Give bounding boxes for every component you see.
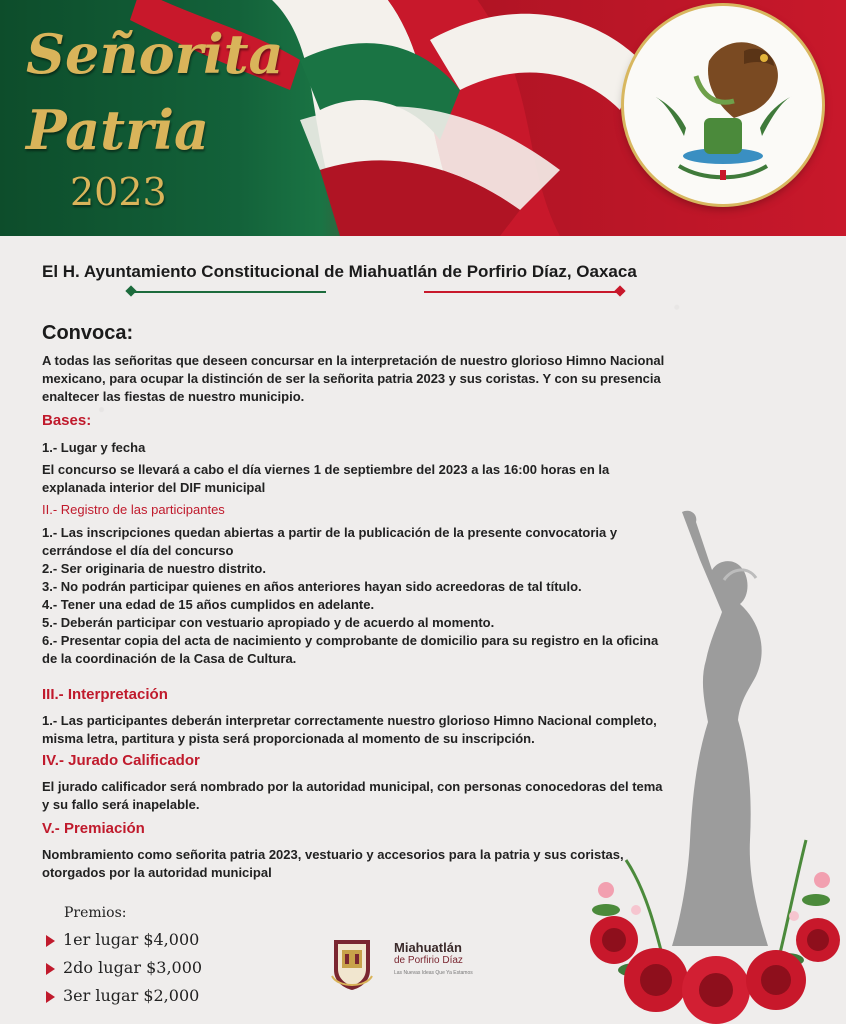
section-2-line: 5.- Deberán participar con vestuario apropiado y de acuerdo al momento. xyxy=(42,615,495,630)
bullet-arrow-icon xyxy=(46,935,55,947)
section-3-line: misma letra, partitura y pista será proporcionada al momento de su inscripción. xyxy=(42,731,535,746)
organization-title: El H. Ayuntamiento Constitucional de Miahuatlán de Porfirio Díaz, Oaxaca xyxy=(42,262,637,281)
intro-line: enaltecer las fiestas de nuestro municipio. xyxy=(42,389,305,404)
section-4-title: IV.- Jurado Calificador xyxy=(42,752,200,769)
convoca-intro xyxy=(42,352,732,406)
brand-slogan: Las Nuevas Ideas Que Ya Estamos xyxy=(394,970,473,976)
title-senorita: Señorita xyxy=(26,22,284,86)
intro-line: A todas las señoritas que deseen concursar en la interpretación de nuestro glorioso Himno Nacional xyxy=(42,353,665,368)
section-3-line: 1.- Las participantes deberán interpretar correctamente nuestro glorioso Himno Nacional completo, xyxy=(42,713,657,728)
header-banner xyxy=(0,0,846,236)
section-1-body xyxy=(42,461,732,497)
section-5-title: V.- Premiación xyxy=(42,820,145,837)
section-1-line: El concurso se llevará a cabo el día viernes 1 de septiembre del 2023 a las 16:00 horas en la xyxy=(42,462,610,477)
section-1-line: explanada interior del DIF municipal xyxy=(42,480,266,495)
section-2-title: II.- Registro de las participantes xyxy=(42,502,225,517)
bases-heading: Bases: xyxy=(42,412,92,429)
section-3-title: III.- Interpretación xyxy=(42,686,168,703)
brand-name: Miahuatlán xyxy=(394,940,462,955)
prize-item xyxy=(46,986,199,1005)
bullet-arrow-icon xyxy=(46,991,55,1003)
roses-decoration-icon xyxy=(566,820,846,1024)
prize-item xyxy=(46,930,199,949)
bullet-arrow-icon xyxy=(46,963,55,975)
mexican-coat-of-arms-icon xyxy=(624,6,822,204)
section-2-line: 6.- Presentar copia del acta de nacimiento y comprobante de domicilio para su registro en la oficina xyxy=(42,633,659,648)
brand-subtitle: de Porfirio Díaz xyxy=(394,955,463,966)
divider-red xyxy=(424,291,624,293)
section-2-line: 2.- Ser originaria de nuestro distrito. xyxy=(42,561,266,576)
municipal-shield-logo-icon xyxy=(330,936,374,992)
section-2-line: 1.- Las inscripciones quedan abiertas a partir de la publicación de la presente convocatoria y xyxy=(42,525,618,540)
section-5-line: Nombramiento como señorita patria 2023, vestuario y accesorios para la patria y sus coristas, xyxy=(42,847,624,862)
section-2-line: 3.- No podrán participar quienes en años anteriores hayan sido acreedoras de tal título. xyxy=(42,579,582,594)
section-2-line: 4.- Tener una edad de 15 años cumplidos en adelante. xyxy=(42,597,375,612)
prize-label: 1er lugar $4,000 xyxy=(63,930,200,949)
section-5-line: otorgados por la autoridad municipal xyxy=(42,865,272,880)
divider-green xyxy=(130,291,326,293)
prize-item xyxy=(46,958,202,977)
prize-label: 3er lugar $2,000 xyxy=(63,986,200,1005)
section-2-line: de la coordinación de la Casa de Cultura. xyxy=(42,651,297,666)
premios-title: Premios: xyxy=(64,905,127,921)
section-4-line: El jurado calificador será nombrado por la autoridad municipal, con personas conocedoras del tema xyxy=(42,779,663,794)
prize-label: 2do lugar $3,000 xyxy=(63,958,203,977)
convoca-heading: Convoca: xyxy=(42,322,134,344)
section-4-line: y su fallo será inapelable. xyxy=(42,797,200,812)
title-patria: Patria xyxy=(26,98,210,162)
brand-block xyxy=(394,940,473,976)
title-year: 2023 xyxy=(70,170,167,214)
intro-line: mexicano, para ocupar la distinción de ser la señorita patria 2023 y sus coristas. Y con su presencia xyxy=(42,371,661,386)
section-1-title: 1.- Lugar y fecha xyxy=(42,440,146,455)
section-2-line: cerrándose el día del concurso xyxy=(42,543,234,558)
